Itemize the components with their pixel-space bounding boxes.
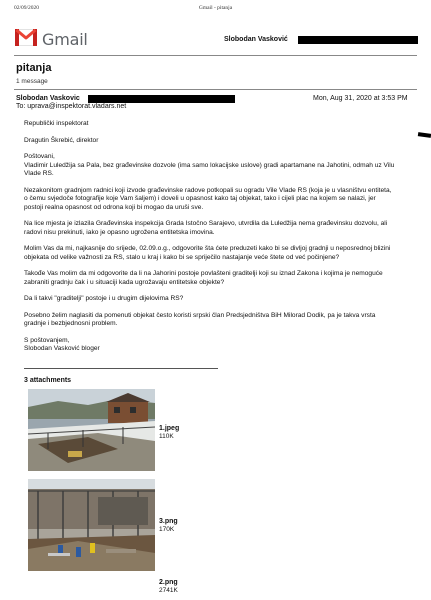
redaction-edge-mark [418, 132, 431, 138]
attachment-size: 170K [159, 526, 175, 533]
message-subject: pitanja [16, 62, 52, 74]
account-name: Slobodan Vasković [224, 36, 288, 43]
body-paragraph: Takođe Vas molim da mi odgovorite da li na Jahorini postoje povlašteni graditelji koji su iznad Zakona i kojima je nemoguće zabraniti gradnju čak i u situaciji kada ugrožavaju entitetske objekte? [24, 270, 383, 286]
attachment-thumbnail-1[interactable] [28, 389, 155, 471]
print-header [0, 5, 431, 15]
redaction-sender-email [88, 95, 235, 103]
gmail-logo[interactable] [15, 29, 95, 49]
body-paragraph: Republički inspektorat [24, 120, 89, 127]
attachment-name[interactable]: 3.png [159, 518, 178, 525]
attachment-size: 2741K [159, 587, 178, 594]
attachments-divider [24, 368, 218, 369]
gmail-envelope-icon [15, 29, 37, 46]
attachments-count: 3 attachments [24, 377, 72, 384]
body-paragraph: Dragutin Škrebić, direktor [24, 136, 99, 144]
subject-divider [14, 89, 417, 90]
print-title: Gmail - pitanja [198, 5, 233, 11]
attachment-name[interactable]: 1.jpeg [159, 425, 180, 432]
redaction-account-email [298, 36, 418, 44]
attachment-size: 110K [159, 433, 174, 440]
header-divider [14, 55, 417, 56]
body-paragraph: Na lice mjesta je izlazila Građevinska inspekcija Grada Istočno Sarajevo, utvrdila da Luledžija nema građevinsku dozvolu, ali radovi nisu prekinuti, iako je opasno ugrožena entitetska imovina. [24, 220, 388, 236]
photo-construction-site-1 [28, 389, 155, 471]
signature: S poštovanjem, Slobodan Vasković bloger [24, 336, 100, 352]
body-paragraph: Poštovani, Vladimir Luledžija sa Pala, bez građevinske dozvole (ima samo lokacijske uslove) gradi apartamane na Jahotini, odmah uz Vilu Vlade RS. [24, 153, 395, 177]
gmail-wordmark: Gmail [42, 30, 88, 49]
sender-name: Slobodan Vaskovic [16, 95, 80, 102]
body-paragraph: Nezakonitom gradnjom radnici koji izvode građevinske radove potkopali su ogradu Vile Vlade RS (koja je u vlasništvu entiteta, o čemu svjedoče fotografije koje Vam šaljem) i doveli u opasnost kako taj objekat, tako i cijeli plac na kojem se nalazi, jer postoji realna opasnost od odrona koji bi mogao da uruši sve. [24, 186, 392, 211]
body-paragraph: Posebno želim naglasiti da pomenuti objekat često koristi srpski član Predsjedništva BiH Milorad Dodik, pa je takva vrsta gradnje i bezbjednosni problem. [24, 311, 376, 327]
photo-construction-site-2 [28, 479, 155, 571]
attachment-name[interactable]: 2.png [159, 579, 178, 586]
attachment-thumbnail-2[interactable] [28, 479, 155, 571]
body-paragraph: Molim Vas da mi, najkasnije do srijede, 02.09.o.g., odgovorite šta ćete preduzeti kako bi se divljoj gradnji u neposrednoj blizini objekata od velike važnosti za RS, stalo u kraj i kako bi se spriječilo nastajanje veće štete od već počinjene? [24, 245, 391, 261]
message-date: Mon, Aug 31, 2020 at 3:53 PM [313, 95, 408, 102]
message-body [24, 120, 396, 362]
message-count: 1 message [16, 78, 48, 85]
body-paragraph: Da li takvi "graditelji" postoje i u drugim dijelovima RS? [24, 295, 184, 302]
recipient: To: uprava@inspektorat.vladars.net [16, 103, 127, 110]
print-date: 02/09/2020 [14, 5, 40, 11]
